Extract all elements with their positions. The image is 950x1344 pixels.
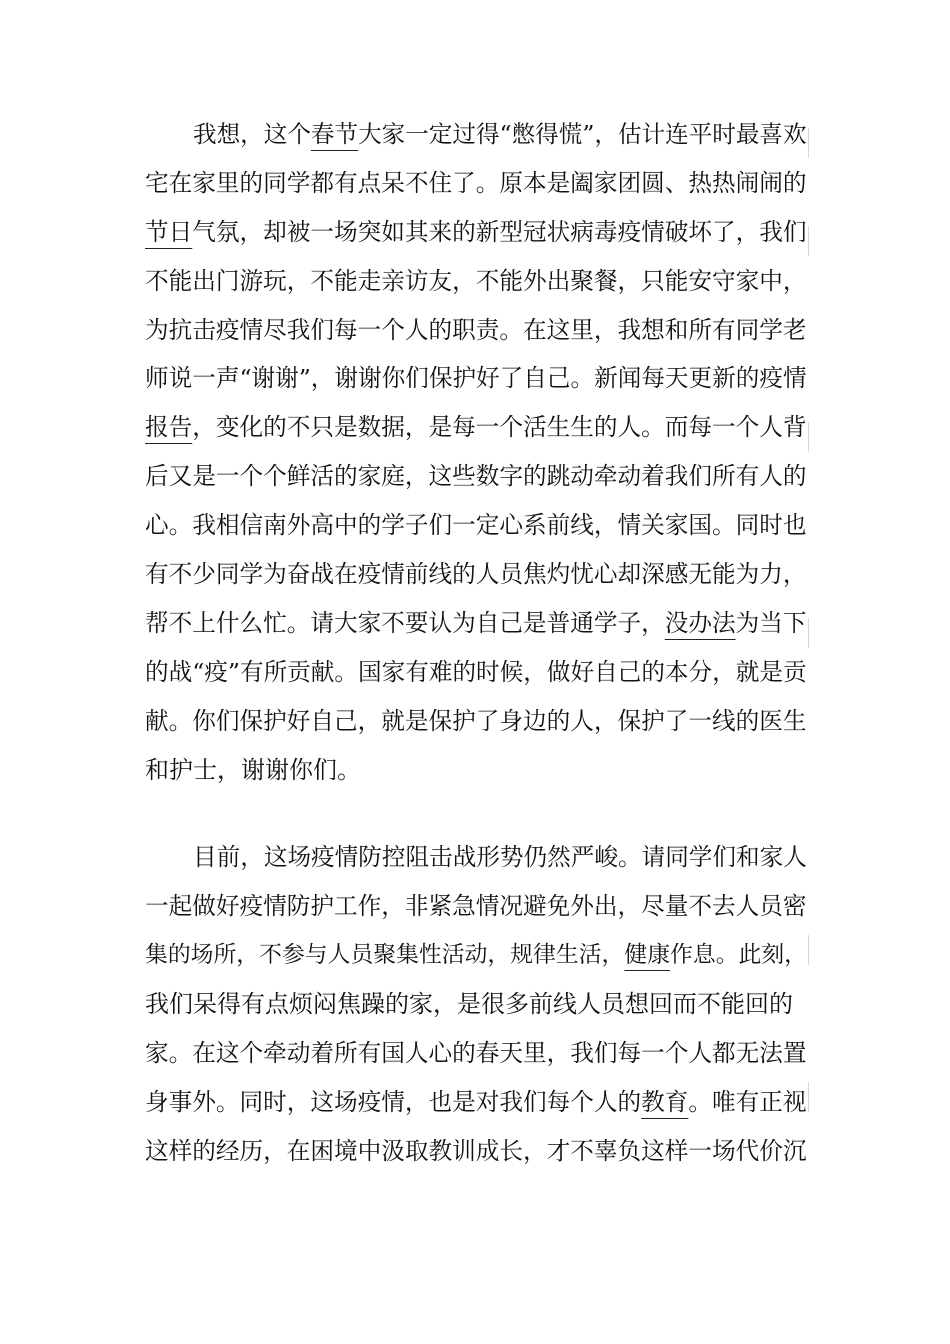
text-run: 集的场所，不参与人员聚集性活动，规律生活， — [145, 942, 625, 969]
text-line — [145, 697, 807, 746]
text-run: 我们呆得有点烦闷焦躁的家，是很多前线人员想回而不能回的 — [145, 990, 793, 1019]
text-run: 帮不上什么忙。请大家不要认为自己是普通学子， — [145, 608, 665, 637]
margin-mark — [808, 128, 809, 158]
text-line — [145, 550, 807, 599]
text-line — [145, 501, 807, 550]
text-line — [145, 452, 807, 501]
text-line — [145, 746, 807, 795]
text-run: 后又是一个个鲜活的家庭，这些数字的跳动牵动着我们所有人的 — [145, 462, 807, 491]
paragraph-1 — [145, 110, 807, 794]
text-line — [145, 159, 807, 208]
text-run: 大家一定过得“憋得慌”，估计连平时最喜欢 — [358, 120, 807, 148]
text-run: 师说一声“谢谢”，谢谢你们保护好了自己。新闻每天更新的疫情 — [145, 364, 807, 393]
text-line — [145, 599, 807, 648]
text-line — [145, 833, 807, 882]
text-line — [145, 354, 807, 403]
keyword-education: 教育 — [641, 1087, 689, 1116]
keyword-report: 报告 — [145, 413, 193, 442]
text-line — [145, 1127, 807, 1176]
text-line — [145, 1029, 807, 1078]
text-run: 为抗击疫情尽我们每一个人的职责。在这里，我想和所有同学老 — [145, 315, 807, 344]
keyword-spring-festival: 春节 — [310, 120, 359, 148]
paragraph-spacer — [145, 794, 807, 833]
text-line — [145, 110, 807, 159]
text-run: 身事外。同时，这场疫情，也是对我们每个人的 — [145, 1087, 642, 1116]
keyword-holiday: 节日 — [145, 217, 193, 246]
margin-mark — [808, 226, 809, 256]
margin-mark — [808, 618, 809, 648]
text-run: 作息。此刻， — [670, 942, 808, 969]
text-line — [145, 208, 807, 257]
text-line — [145, 980, 807, 1029]
keyword-health: 健康 — [624, 942, 671, 969]
text-run: ，变化的不只是数据，是每一个活生生的人。而每一个人背 — [192, 413, 807, 442]
keyword-no-way: 没办法 — [664, 608, 736, 637]
text-run: 家。在这个牵动着所有国人心的春天里，我们每一个人都无法置 — [145, 1039, 807, 1068]
text-run: 和护士，谢谢你们。 — [145, 755, 361, 784]
text-run: 不能出门游玩，不能走亲访友，不能外出聚餐，只能安守家中， — [145, 266, 807, 295]
text-run: 。唯有正视 — [688, 1087, 807, 1116]
text-run: 为当下 — [735, 608, 807, 637]
text-run: 我想，这个 — [193, 120, 311, 148]
text-run: 的战“疫”有所贡献。国家有难的时候，做好自己的本分，就是贡 — [145, 657, 807, 686]
text-run: 宅在家里的同学都有点呆不住了。原本是阖家团圆、热热闹闹的 — [145, 168, 807, 197]
text-line — [145, 648, 807, 697]
text-line — [145, 257, 807, 306]
text-run: 献。你们保护好自己，就是保护了身边的人，保护了一线的医生 — [145, 706, 807, 735]
text-line — [145, 931, 807, 980]
document-page — [145, 110, 807, 1176]
text-run: 目前，这场疫情防控阻击战形势仍然严峻。请同学们和家人 — [193, 843, 807, 872]
text-line — [145, 306, 807, 355]
text-run: 一起做好疫情防护工作，非紧急情况避免外出，尽量不去人员密 — [145, 892, 807, 921]
paragraph-2 — [145, 833, 807, 1175]
text-line — [145, 403, 807, 452]
text-run: 心。我相信南外高中的学子们一定心系前线，情关家国。同时也 — [145, 511, 807, 540]
text-line — [145, 1078, 807, 1127]
margin-mark — [808, 422, 809, 452]
text-run: 这样的经历，在困境中汲取教训成长，才不辜负这样一场代价沉 — [145, 1136, 807, 1165]
text-run: 有不少同学为奋战在疫情前线的人员焦灼忧心却深感无能为力， — [145, 560, 807, 589]
text-line — [145, 882, 807, 931]
text-run: 气氛，却被一场突如其来的新型冠状病毒疫情破坏了，我们 — [192, 217, 807, 246]
margin-mark — [808, 935, 809, 965]
margin-mark — [808, 1082, 809, 1112]
